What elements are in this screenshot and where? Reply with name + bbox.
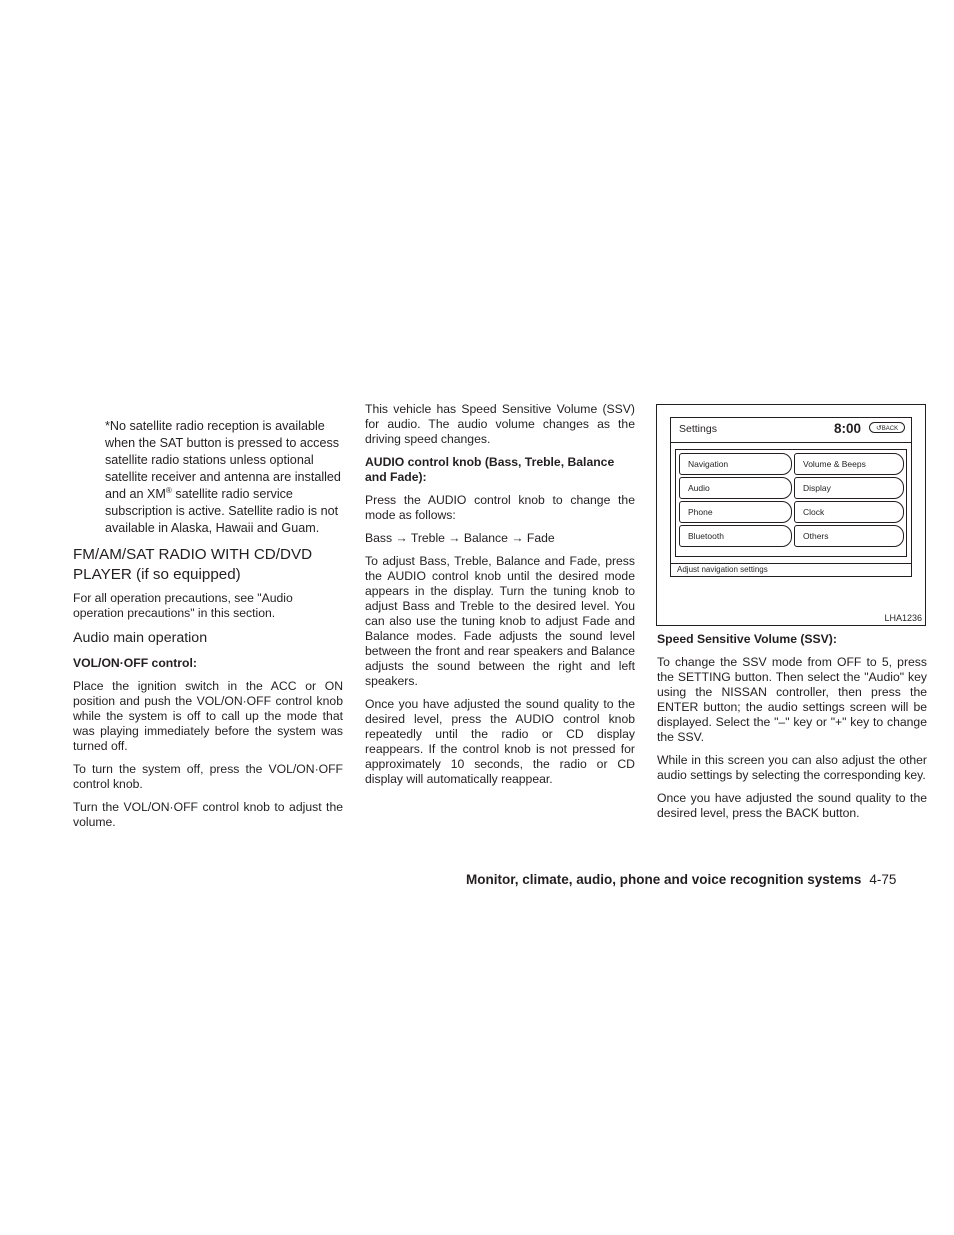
section-heading: FM/AM/SAT RADIO WITH CD/DVD PLAYER (if so equipped): [73, 546, 313, 583]
intro-paragraph: For all operation precautions, see "Audio operation precautions" in this section.: [73, 591, 293, 620]
vol-paragraph-3: Turn the VOL/ON·OFF control knob to adjust the volume.: [73, 800, 343, 829]
ssv-paragraph-3: Once you have adjusted the sound quality to the desired level, press the BACK button.: [657, 791, 927, 820]
column-middle: [365, 402, 635, 795]
registered-mark: ®: [165, 485, 172, 495]
divider: [671, 563, 911, 564]
subsection-heading: Audio main operation: [73, 630, 208, 646]
screen-clock: 8:00: [833, 421, 861, 436]
settings-screen-figure: [656, 404, 926, 626]
menu-item-clock[interactable]: Clock: [794, 501, 904, 523]
mode-sequence: Bass → Treble → Balance → Fade: [365, 531, 555, 545]
screen-title: Settings: [679, 423, 717, 435]
figure-code: LHA1236: [884, 613, 922, 623]
satellite-note: [105, 418, 343, 537]
divider: [671, 442, 911, 443]
back-button-label: BACK: [881, 426, 899, 432]
audio-paragraph-2: To adjust Bass, Treble, Balance and Fade, press the AUDIO control knob until the desired mode appears in the display. Turn the tuning knob to adjust Bass and Treble to the desired level. You can also use the tuning knob to adjust Fade and Balance modes. Fade adjusts the sound level between the front and rear speakers and Balance adjusts the sound between the right and left speakers.: [365, 554, 635, 688]
ssv-intro-paragraph: This vehicle has Speed Sensitive Volume (SSV) for audio. The audio volume changes as the driving speed changes.: [365, 402, 635, 446]
audio-paragraph-1: Press the AUDIO control knob to change the mode as follows:: [365, 493, 635, 522]
menu-item-audio[interactable]: Audio: [679, 477, 792, 499]
menu-item-volume-beeps[interactable]: Volume & Beeps: [794, 453, 904, 475]
menu-item-display[interactable]: Display: [794, 477, 904, 499]
settings-screen: [670, 417, 912, 577]
vol-paragraph-2: To turn the system off, press the VOL/ON·OFF control knob.: [73, 762, 343, 791]
note-text: *No satellite radio reception is available when the SAT button is pressed to access satellite radio stations unless optional satellite receiver and antenna are installed and an XM: [105, 419, 341, 501]
vol-paragraph-1: Place the ignition switch in the ACC or ON position and push the VOL/ON·OFF control knob while the system is off to call up the mode that was playing immediately before the system was turned off.: [73, 679, 343, 753]
menu-item-phone[interactable]: Phone: [679, 501, 792, 523]
settings-menu: [675, 449, 907, 557]
menu-item-bluetooth[interactable]: Bluetooth: [679, 525, 792, 547]
menu-item-others[interactable]: Others: [794, 525, 904, 547]
page-footer: [466, 872, 896, 887]
note-text-tail: satellite radio service subscription is active. Satellite radio is not available in Alaska, Hawaii and Guam.: [105, 487, 339, 535]
audio-knob-heading: AUDIO control knob (Bass, Treble, Balance and Fade):: [365, 455, 615, 484]
page-number: 4-75: [869, 872, 897, 887]
column-right: [657, 632, 927, 829]
ssv-heading: Speed Sensitive Volume (SSV):: [657, 632, 837, 646]
back-arrow-icon: ↺: [875, 425, 882, 432]
audio-paragraph-3: Once you have adjusted the sound quality to the desired level, press the AUDIO control knob repeatedly until the radio or CD display reappears. If the control knob is not pressed for approximately 10 seconds, the radio or CD display will automatically reappear.: [365, 697, 635, 786]
menu-item-navigation[interactable]: Navigation: [679, 453, 792, 475]
back-button[interactable]: [869, 422, 905, 433]
ssv-paragraph-2: While in this screen you can also adjust the other audio settings by selecting the corresponding key.: [657, 753, 927, 782]
footer-section-title: Monitor, climate, audio, phone and voice recognition systems: [466, 872, 862, 887]
screen-status-text: Adjust navigation settings: [677, 565, 768, 574]
ssv-paragraph-1: To change the SSV mode from OFF to 5, press the SETTING button. Then select the "Audio" key using the NISSAN controller, then press the ENTER button; the audio settings screen will be displayed. Select the "–" key or "+" key to change the SSV.: [657, 655, 927, 744]
vol-heading: VOL/ON·OFF control:: [73, 656, 197, 670]
column-left: [73, 418, 343, 838]
